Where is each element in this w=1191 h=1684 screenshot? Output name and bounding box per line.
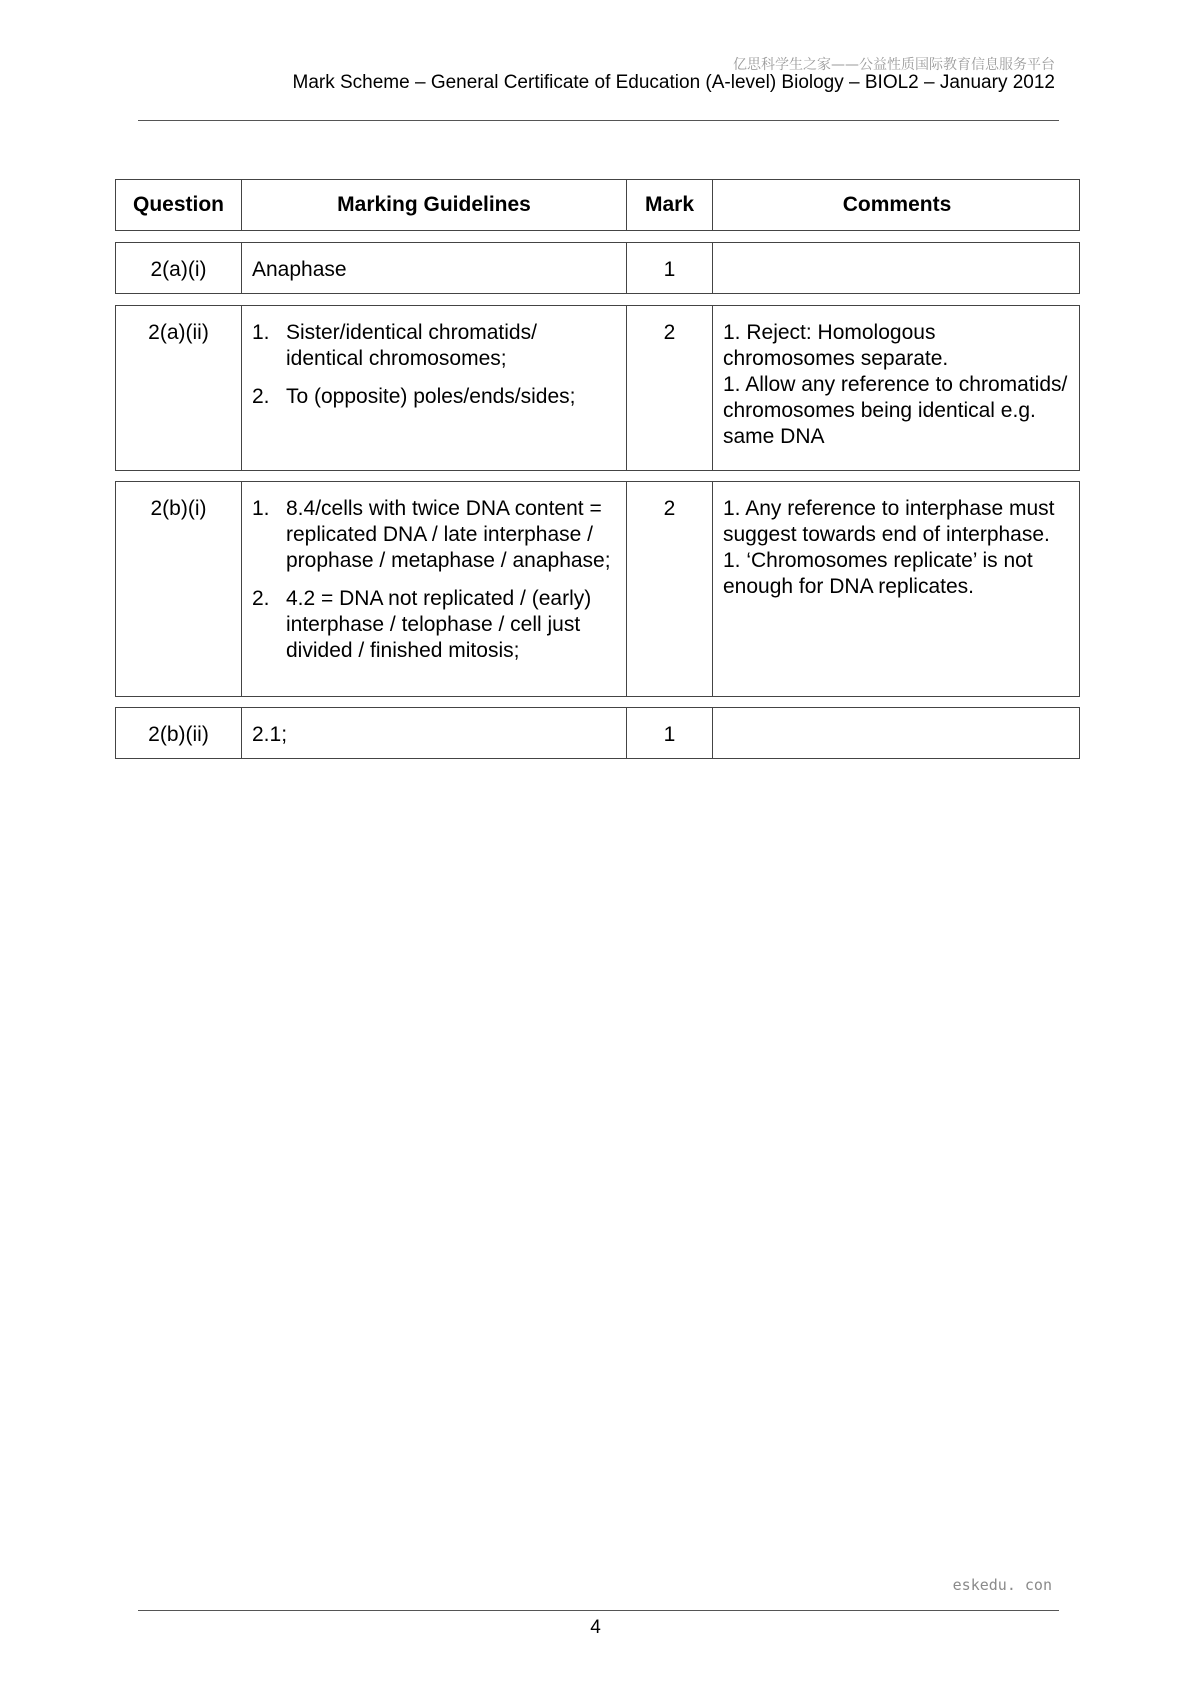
mark-cell: 2: [626, 482, 712, 696]
item-text: Sister/identical chromatids/ identical chromosomes;: [286, 321, 537, 370]
comment-item: 1. ‘Chromosomes replicate’ is not enough for DNA replicates.: [723, 549, 1033, 598]
header-comments: Comments: [712, 180, 1081, 230]
table-row: [115, 305, 1080, 471]
table-row: [115, 707, 1080, 759]
item-number: 2.: [252, 587, 270, 610]
table-row: [115, 481, 1080, 697]
header-title: Mark Scheme – General Certificate of Education (A-level) Biology – BIOL2 – January 2012: [292, 72, 1055, 93]
guideline-item: [252, 496, 618, 574]
comments-cell: [712, 306, 1081, 470]
comment-item: 1. Any reference to interphase must suggest towards end of interphase.: [723, 497, 1055, 546]
item-number: 2.: [252, 385, 270, 408]
page-number: 4: [590, 1617, 601, 1638]
header-watermark: 亿思科学生之家——公益性质国际教育信息服务平台: [733, 57, 1055, 73]
guideline-cell: [241, 482, 626, 696]
header-mark: Mark: [626, 180, 712, 230]
item-text: 8.4/cells with twice DNA content = replicated DNA / late interphase / prophase / metaphase / anaphase;: [286, 497, 611, 572]
item-number: 1.: [252, 321, 270, 344]
question-cell: 2(a)(ii): [148, 321, 209, 344]
footer-watermark: eskedu. con: [952, 1576, 1052, 1594]
question-cell: 2(a)(i): [150, 258, 207, 281]
guideline-item: [252, 320, 618, 372]
comment-item: 1. Allow any reference to chromatids/ chromosomes being identical e.g. same DNA: [723, 373, 1068, 448]
header-guidelines: Marking Guidelines: [241, 180, 626, 230]
comments-cell: [712, 482, 1081, 696]
header-question: Question: [132, 193, 224, 216]
table-row: [115, 242, 1080, 294]
mark-cell: 1: [626, 243, 712, 293]
comments-cell: [712, 708, 1081, 758]
question-cell: 2(b)(i): [150, 497, 207, 520]
comment-item: 1. Reject: Homologous chromosomes separate.: [723, 321, 949, 370]
question-cell: 2(b)(ii): [148, 723, 209, 746]
guideline-cell: 2.1;: [241, 708, 626, 758]
header-rule: [138, 120, 1059, 121]
comments-cell: [712, 243, 1081, 293]
table-header: [115, 179, 1080, 231]
item-text: To (opposite) poles/ends/sides;: [286, 385, 576, 408]
footer-rule: [138, 1610, 1059, 1611]
item-text: 4.2 = DNA not replicated / (early) interphase / telophase / cell just divided / finished mitosis;: [286, 587, 592, 662]
item-number: 1.: [252, 497, 270, 520]
mark-cell: 2: [626, 306, 712, 470]
guideline-item: [252, 586, 618, 664]
guideline-item: [252, 384, 618, 410]
guideline-cell: [241, 306, 626, 470]
guideline-cell: Anaphase: [241, 243, 626, 293]
mark-cell: 1: [626, 708, 712, 758]
